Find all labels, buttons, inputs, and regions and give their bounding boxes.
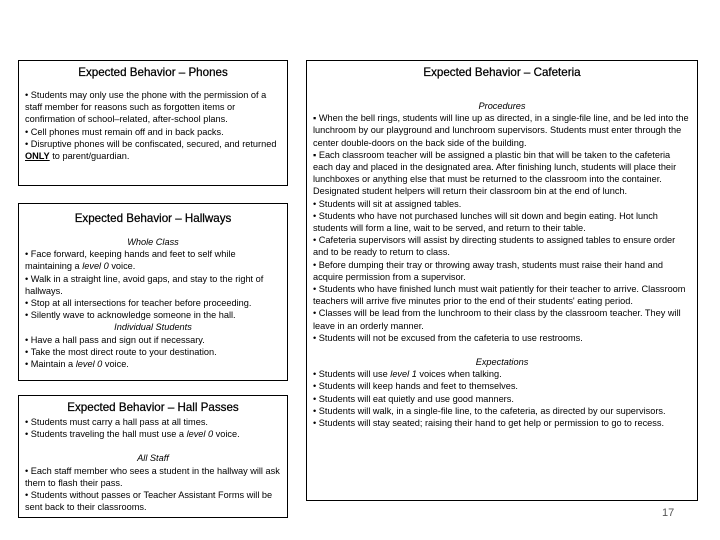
procedure-item: • Before dumping their tray or throwing away trash, students must raise their hand and acquire permission from a supervisor. (313, 259, 691, 283)
hallways-section (18, 203, 288, 381)
phones-item3-emph: ONLY (25, 151, 50, 162)
phones-section (18, 60, 288, 186)
page-number: 17 (662, 507, 675, 519)
expectation1-prefix: Students will use (318, 369, 391, 380)
hallways-item (25, 248, 281, 272)
phones-item3-suffix: to parent/guardian. (49, 151, 130, 162)
procedure-item: • Students will not be excused from the cafeteria to use restrooms. (313, 332, 691, 344)
hallways-item: • Stop at all intersections for teacher before proceeding. (25, 297, 281, 309)
cafeteria-section (306, 60, 698, 501)
hallways-ind3-suffix: voice. (102, 359, 129, 370)
procedure-item: ▪ Each classroom teacher will be assigned a plastic bin that will be taken to the cafeteria each day and placed in the designated area. After finishing lunch, students will place their lunchboxes or anything else that must be returned to the classroom into the container. Designated student helpers will return their classroom bin at the end of lunch. (313, 149, 691, 198)
procedure-item: • Classes will be lead from the lunchroom to their class by the classroom teacher. They will leave in an orderly manner. (313, 307, 691, 331)
procedure-item: • Students will sit at assigned tables. (313, 198, 691, 210)
procedure-item: • Cafeteria supervisors will assist by directing students to assigned tables to ensure order and to be ready to return to class. (313, 234, 691, 258)
expectation-item: • Students will walk, in a single-file line, to the cafeteria, as directed by our supervisors. (313, 405, 691, 417)
procedure-item: ▪ When the bell rings, students will line up as directed, in a single-file line, and be led into the lunchroom by our playground and lunchroom supervisors. Students must enter through the center double-doors on the back side of the building. (313, 112, 691, 149)
phones-item (25, 138, 281, 162)
phones-item: • Students may only use the phone with the permission of a staff member for reasons such as forgotten items or confirmation of school–related, after-school plans. (25, 89, 281, 126)
hall-passes-staff-item: • Students without passes or Teacher Assistant Forms will be sent back to their classrooms. (25, 489, 281, 513)
expectations-heading: Expectations (475, 357, 529, 368)
whole-class-heading: Whole Class (127, 237, 179, 247)
phones-item: • Cell phones must remain off and in back packs. (25, 126, 281, 138)
hallways-item (25, 358, 281, 370)
hall-passes-item2-suffix: voice. (213, 429, 240, 440)
hallways-title: Expected Behavior – Hallways (74, 212, 232, 225)
hallways-ind3-emph: level 0 (75, 359, 103, 370)
individual-students-heading: Individual Students (114, 322, 192, 333)
hall-passes-title: Expected Behavior – Hall Passes (67, 401, 239, 414)
phones-item3-prefix: Disruptive phones will be confiscated, secured, and returned (30, 138, 277, 149)
hallways-item: • Take the most direct route to your destination. (25, 346, 281, 358)
spacer (25, 440, 281, 452)
expectation-item: • Students will keep hands and feet to themselves. (313, 380, 691, 392)
hallways-item1-emph: level 0 (82, 261, 109, 272)
expectation1-emph: level 1 (390, 369, 417, 380)
hallways-item1-prefix: Face forward, keeping hands and feet to self while maintaining a (25, 249, 236, 272)
expectation-item: • Students will eat quietly and use good manners. (313, 393, 691, 405)
expectation1-suffix: voices when talking. (416, 369, 502, 380)
procedures-heading: Procedures (478, 101, 526, 111)
hallways-ind3-prefix: Maintain a (30, 359, 76, 370)
hallways-item: • Silently wave to acknowledge someone in the hall. (25, 309, 281, 321)
hallways-item1-suffix: voice. (108, 261, 136, 272)
spacer (313, 344, 691, 356)
procedure-item: • Students who have not purchased lunches will sit down and begin eating. Hot lunch students will form a line, wait to be served, and return to their table. (313, 210, 691, 234)
hallways-item: • Walk in a straight line, avoid gaps, and stay to the right of hallways. (25, 273, 281, 297)
expectation-item (313, 368, 691, 380)
cafeteria-title: Expected Behavior – Cafeteria (423, 66, 581, 79)
hall-passes-item (25, 428, 281, 440)
hall-passes-section (18, 395, 288, 518)
expectation-item: • Students will stay seated; raising their hand to get help or permission to go to recess. (313, 417, 691, 429)
hall-passes-staff-item: • Each staff member who sees a student in the hallway will ask them to flash their pass. (25, 465, 281, 489)
procedure-item: • Students who have finished lunch must wait patiently for their teacher to arrive. Classroom teachers will arrive five minutes prior to the end of their students' eating period. (313, 283, 691, 307)
hall-passes-item2-emph: level 0 (186, 429, 214, 440)
phones-title: Expected Behavior – Phones (78, 66, 228, 79)
all-staff-heading: All Staff (137, 453, 169, 464)
hall-passes-item: • Students must carry a hall pass at all times. (25, 416, 281, 428)
hall-passes-item2-prefix: Students traveling the hall must use a (30, 429, 187, 440)
hallways-item: • Have a hall pass and sign out if necessary. (25, 334, 281, 346)
